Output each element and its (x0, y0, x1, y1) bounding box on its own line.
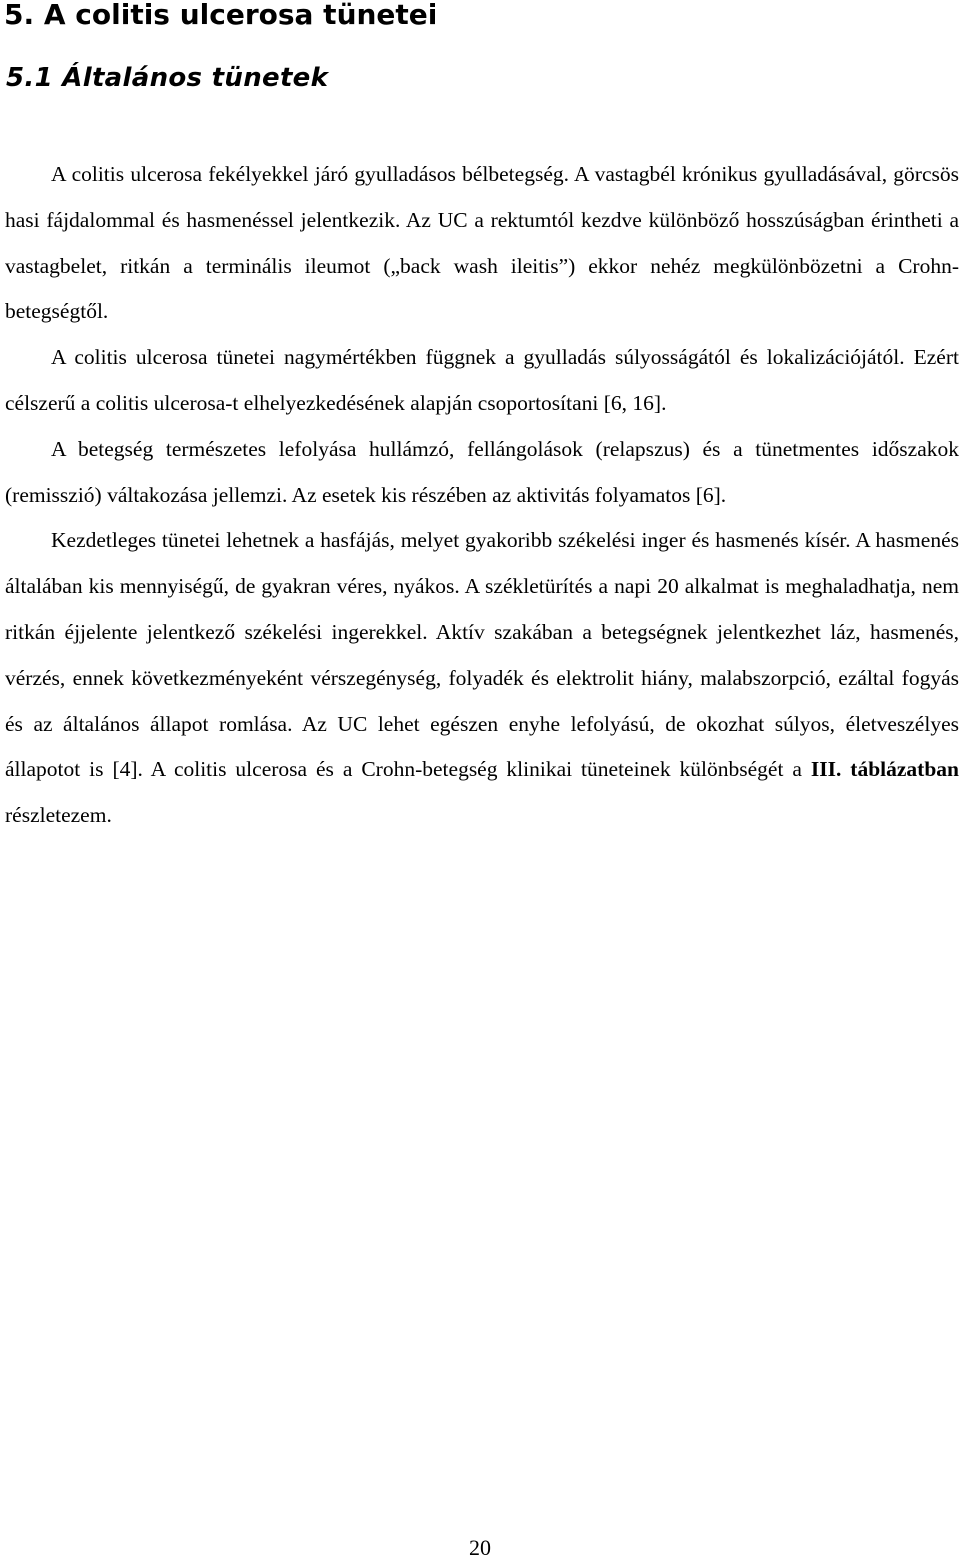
page-number: 20 (469, 1535, 491, 1560)
table-reference: III. táblázatban (810, 757, 960, 782)
section-heading: 5. A colitis ulcerosa tünetei (4, 0, 438, 31)
paragraph-1: A colitis ulcerosa fekélyekkel járó gyulladásos bélbetegség. A vastagbél krónikus gyulladásával, görcsös hasi fájdalommal és hasmenéssel jelentkezik. Az UC a rektumtól kezdve különböző hosszúságban érintheti a vastagbelet, ritkán a terminális ileumot („back wash ileitis”) ekkor nehéz megkülönbözetni a Crohn-betegségtől. (5, 162, 959, 324)
paragraph-4-text: Kezdetleges tünetei lehetnek a hasfájás, melyet gyakoribb székelési inger és hasmenés kísér. A hasmenés általában kis mennyiségű, de gyakran véres, nyákos. A székletürítés a napi 20 alkalmat is meghaladhatja, nem ritkán éjjelente jelentkező székelési ingerekkel. Aktív szakában a betegségnek jelentkezhet láz, hasmenés, vérzés, ennek következményeként vérszegénység, folyadék és elektrolit hiány, malabszorpció, ezáltal fogyás és az általános állapot romlása. Az UC lehet egészen enyhe lefolyású, de okozhat súlyos, életveszélyes állapotot is [4]. A colitis ulcerosa és a Crohn-betegség klinikai tüneteinek különbségét a (5, 528, 959, 782)
paragraph-4 (5, 518, 959, 839)
paragraph-2: A colitis ulcerosa tünetei nagymértékben függnek a gyulladás súlyosságától és lokalizációjától. Ezért célszerű a colitis ulcerosa-t elhelyezkedésének alapján csoportosítani [6, 16]. (5, 345, 959, 415)
subsection-heading: 5.1 Általános tünetek (6, 63, 329, 93)
paragraph-3: A betegség természetes lefolyása hullámzó, fellángolások (relapszus) és a tünetmentes időszakok (remisszió) váltakozása jellemzi. Az esetek kis részében az aktivitás folyamatos [6]. (5, 436, 959, 507)
body-text (5, 152, 959, 839)
paragraph-4-tail: részletezem. (5, 803, 112, 828)
